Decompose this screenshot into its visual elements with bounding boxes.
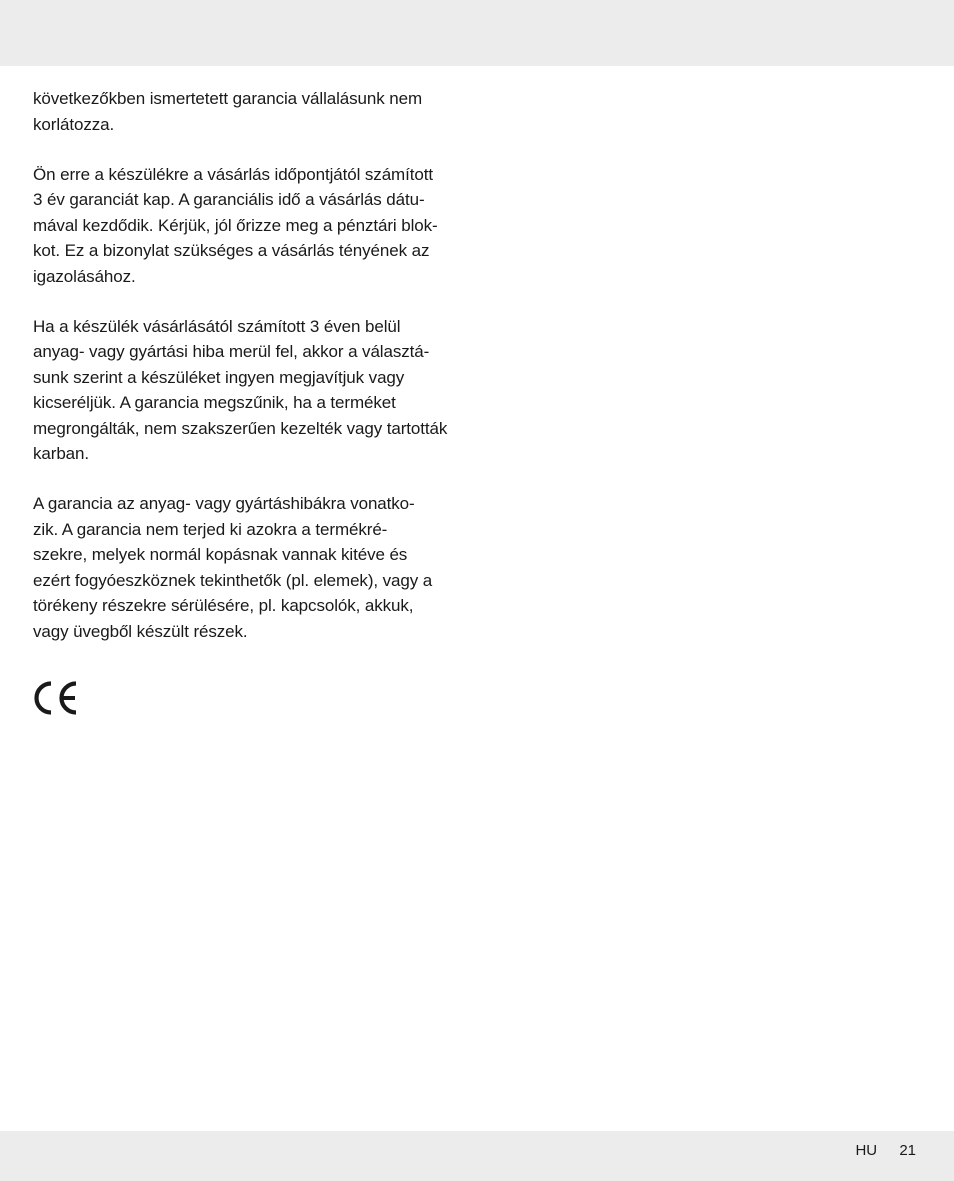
footer-band bbox=[0, 1131, 954, 1181]
paragraph-intro: következőkben ismertetett garancia vállalásunk nem korlátozza. bbox=[33, 89, 423, 134]
ce-mark-icon bbox=[33, 680, 79, 716]
paragraph-warranty-period: Ön erre a készülékre a vásárlás időpontjától számított 3 év garanciát kap. A garanciális idő a vásárlás dátu- mával kezdődik. Kérjük, jól őrizze meg a pénztári blok- kot. Ez a bizonylat szükséges a vásárlás tényének az igazolásához. bbox=[33, 164, 438, 286]
page-footer bbox=[855, 1141, 916, 1161]
header-band bbox=[0, 0, 954, 66]
language-code: HU bbox=[855, 1142, 878, 1159]
paragraph-warranty-scope: A garancia az anyag- vagy gyártáshibákra vonatko- zik. A garancia nem terjed ki azokra a termékré- szekre, melyek normál kopásnak vannak kitéve és ezért fogyóeszköznek tekinthetők (pl. elemek), vagy a törékeny részekre sérülésére, pl. kapcsolók, akkuk, vagy üvegből készült részek. bbox=[33, 494, 433, 641]
paragraph-defect-repair: Ha a készülék vásárlásától számított 3 éven belül anyag- vagy gyártási hiba merül fel, akkor a választá- sunk szerint a készüléket ingyen megjavítjuk vagy kicseréljük. A garancia megszűnik, ha a terméket megrongálták, nem szakszerűen kezelték vagy tartották karban. bbox=[33, 316, 448, 463]
page-number: 21 bbox=[899, 1142, 916, 1159]
warranty-text bbox=[33, 86, 465, 669]
